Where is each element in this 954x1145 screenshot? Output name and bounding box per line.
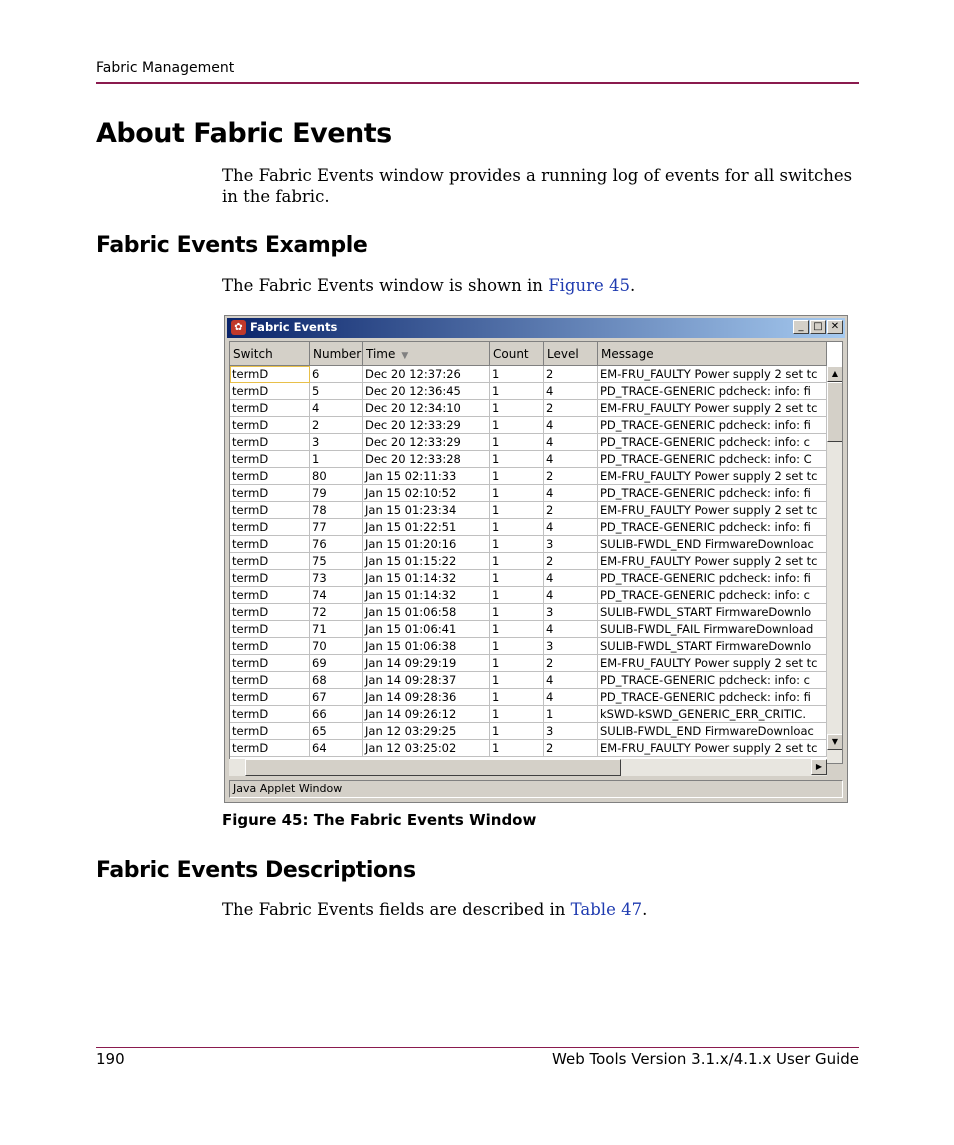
cell-number: 1 [310,451,363,468]
cell-count: 1 [490,638,544,655]
cell-switch: termD [230,366,310,383]
cell-level: 1 [544,706,598,723]
cell-time: Jan 15 01:15:22 [363,553,490,570]
cell-count: 1 [490,587,544,604]
cell-count: 1 [490,434,544,451]
cell-message: PD_TRACE-GENERIC pdcheck: info: fi [598,417,827,434]
cell-number: 66 [310,706,363,723]
descriptions-paragraph [222,899,647,920]
header-rule [96,82,859,84]
cell-number: 69 [310,655,363,672]
table-row[interactable] [230,400,827,417]
running-header: Fabric Management [96,60,235,76]
cell-switch: termD [230,621,310,638]
descriptions-text: The Fabric Events fields are described in [222,900,571,919]
cell-number: 79 [310,485,363,502]
scroll-down-icon[interactable]: ▼ [827,734,843,750]
java-app-icon: ✿ [231,320,246,335]
figure-caption: Figure 45: The Fabric Events Window [222,811,537,829]
cell-message: PD_TRACE-GENERIC pdcheck: info: fi [598,383,827,400]
cell-number: 65 [310,723,363,740]
example-text: The Fabric Events window is shown in [222,276,549,295]
figure-45-link[interactable]: Figure 45 [548,276,630,295]
cell-switch: termD [230,740,310,757]
cell-time: Jan 15 01:14:32 [363,587,490,604]
column-header-level[interactable] [544,342,598,366]
table-row[interactable] [230,689,827,706]
cell-level: 3 [544,723,598,740]
descriptions-text-end: . [642,900,648,919]
events-table [229,341,843,764]
table-row[interactable] [230,468,827,485]
cell-message: EM-FRU_FAULTY Power supply 2 set tc [598,400,827,417]
cell-level: 4 [544,621,598,638]
table-row[interactable] [230,502,827,519]
cell-message: EM-FRU_FAULTY Power supply 2 set tc [598,553,827,570]
cell-number: 70 [310,638,363,655]
window-title: Fabric Events [250,320,338,334]
table-row[interactable] [230,621,827,638]
cell-message: EM-FRU_FAULTY Power supply 2 set tc [598,655,827,672]
cell-message: EM-FRU_FAULTY Power supply 2 set tc [598,502,827,519]
table-47-link[interactable]: Table 47 [570,900,643,919]
cell-level: 2 [544,468,598,485]
cell-count: 1 [490,366,544,383]
about-paragraph: The Fabric Events window provides a running log of events for all switches in the fabric. [222,166,853,206]
scroll-up-icon[interactable]: ▲ [827,366,843,382]
table-row[interactable] [230,740,827,757]
cell-switch: termD [230,570,310,587]
table-row[interactable] [230,417,827,434]
cell-time: Jan 15 01:22:51 [363,519,490,536]
cell-level: 2 [544,655,598,672]
cell-switch: termD [230,451,310,468]
column-header-time[interactable] [363,342,490,366]
cell-count: 1 [490,502,544,519]
cell-message: EM-FRU_FAULTY Power supply 2 set tc [598,366,827,383]
footer-rule [96,1047,859,1048]
cell-time: Jan 15 01:06:41 [363,621,490,638]
cell-time: Jan 15 02:10:52 [363,485,490,502]
cell-message: PD_TRACE-GENERIC pdcheck: info: fi [598,519,827,536]
section-title-descriptions: Fabric Events Descriptions [96,858,416,883]
example-text-end: . [630,276,636,295]
cell-message: PD_TRACE-GENERIC pdcheck: info: fi [598,485,827,502]
cell-level: 2 [544,502,598,519]
table-row[interactable] [230,587,827,604]
cell-time: Dec 20 12:37:26 [363,366,490,383]
cell-switch: termD [230,400,310,417]
cell-number: 4 [310,400,363,417]
horizontal-scrollbar[interactable] [229,759,827,776]
cell-switch: termD [230,689,310,706]
section-title-example: Fabric Events Example [96,233,368,258]
cell-number: 6 [310,366,363,383]
table-row[interactable] [230,638,827,655]
table-row[interactable] [230,366,827,383]
cell-message: SULIB-FWDL_END FirmwareDownloac [598,723,827,740]
table-row[interactable] [230,553,827,570]
table-row[interactable] [230,383,827,400]
cell-switch: termD [230,604,310,621]
table-row[interactable] [230,672,827,689]
cell-switch: termD [230,519,310,536]
cell-count: 1 [490,519,544,536]
sort-descending-icon: ▼ [401,351,409,361]
cell-level: 4 [544,689,598,706]
cell-number: 74 [310,587,363,604]
cell-number: 2 [310,417,363,434]
cell-message: kSWD-kSWD_GENERIC_ERR_CRITIC. [598,706,827,723]
cell-time: Jan 15 01:14:32 [363,570,490,587]
cell-number: 67 [310,689,363,706]
horizontal-scroll-thumb[interactable] [245,759,621,776]
table-row[interactable] [230,451,827,468]
cell-time: Dec 20 12:33:29 [363,434,490,451]
table-row[interactable] [230,519,827,536]
maximize-icon[interactable]: □ [810,320,826,334]
cell-number: 71 [310,621,363,638]
cell-level: 2 [544,366,598,383]
cell-message: PD_TRACE-GENERIC pdcheck: info: c [598,587,827,604]
window-titlebar[interactable] [227,318,845,338]
cell-number: 72 [310,604,363,621]
cell-switch: termD [230,536,310,553]
cell-switch: termD [230,638,310,655]
cell-count: 1 [490,485,544,502]
cell-level: 4 [544,417,598,434]
cell-switch: termD [230,723,310,740]
cell-time: Jan 14 09:26:12 [363,706,490,723]
cell-number: 5 [310,383,363,400]
cell-time: Jan 12 03:25:02 [363,740,490,757]
cell-level: 4 [544,383,598,400]
cell-level: 4 [544,587,598,604]
cell-number: 64 [310,740,363,757]
cell-number: 76 [310,536,363,553]
cell-level: 4 [544,434,598,451]
column-header-label: Message [601,347,654,361]
cell-message: PD_TRACE-GENERIC pdcheck: info: C [598,451,827,468]
minimize-icon[interactable]: _ [793,320,809,334]
cell-time: Jan 14 09:28:37 [363,672,490,689]
cell-count: 1 [490,451,544,468]
cell-message: PD_TRACE-GENERIC pdcheck: info: c [598,672,827,689]
column-header-label: Number [313,347,362,361]
cell-level: 3 [544,536,598,553]
page-number: 190 [96,1050,125,1068]
cell-count: 1 [490,570,544,587]
cell-level: 3 [544,638,598,655]
section-title-about: About Fabric Events [96,118,392,149]
cell-switch: termD [230,383,310,400]
vertical-scroll-thumb[interactable] [827,382,843,442]
cell-number: 73 [310,570,363,587]
cell-time: Dec 20 12:34:10 [363,400,490,417]
cell-message: PD_TRACE-GENERIC pdcheck: info: c [598,434,827,451]
cell-time: Dec 20 12:33:28 [363,451,490,468]
scroll-right-icon[interactable]: ▶ [811,759,827,775]
cell-level: 4 [544,519,598,536]
table-row[interactable] [230,706,827,723]
table-row[interactable] [230,434,827,451]
cell-level: 2 [544,740,598,757]
cell-switch: termD [230,468,310,485]
cell-level: 3 [544,604,598,621]
column-header-switch[interactable] [230,342,310,366]
column-header-message[interactable] [598,342,827,366]
cell-level: 4 [544,672,598,689]
cell-time: Jan 12 03:29:25 [363,723,490,740]
example-paragraph [222,275,635,296]
table-row[interactable] [230,604,827,621]
cell-count: 1 [490,400,544,417]
fabric-events-window [224,315,848,803]
cell-number: 80 [310,468,363,485]
cell-message: SULIB-FWDL_END FirmwareDownloac [598,536,827,553]
cell-switch: termD [230,485,310,502]
table-row[interactable] [230,723,827,740]
cell-switch: termD [230,672,310,689]
close-icon[interactable]: ✕ [827,320,843,334]
cell-message: SULIB-FWDL_START FirmwareDownlo [598,604,827,621]
column-header-number[interactable] [310,342,363,366]
cell-count: 1 [490,417,544,434]
footer-doc-title: Web Tools Version 3.1.x/4.1.x User Guide [552,1050,859,1068]
cell-time: Jan 14 09:28:36 [363,689,490,706]
cell-message: PD_TRACE-GENERIC pdcheck: info: fi [598,689,827,706]
cell-count: 1 [490,383,544,400]
cell-count: 1 [490,621,544,638]
cell-message: SULIB-FWDL_START FirmwareDownlo [598,638,827,655]
cell-number: 3 [310,434,363,451]
vertical-scrollbar[interactable] [827,366,843,764]
cell-count: 1 [490,740,544,757]
table-row[interactable] [230,655,827,672]
cell-message: EM-FRU_FAULTY Power supply 2 set tc [598,740,827,757]
cell-message: PD_TRACE-GENERIC pdcheck: info: fi [598,570,827,587]
cell-count: 1 [490,536,544,553]
cell-count: 1 [490,706,544,723]
cell-time: Dec 20 12:33:29 [363,417,490,434]
table-row[interactable] [230,536,827,553]
cell-level: 4 [544,570,598,587]
cell-level: 2 [544,553,598,570]
column-header-label: Switch [233,347,273,361]
status-bar: Java Applet Window [229,780,843,798]
cell-switch: termD [230,587,310,604]
table-row[interactable] [230,485,827,502]
column-header-label: Count [493,347,529,361]
table-row[interactable] [230,570,827,587]
cell-time: Jan 15 01:23:34 [363,502,490,519]
cell-switch: termD [230,553,310,570]
cell-level: 2 [544,400,598,417]
column-header-count[interactable] [490,342,544,366]
cell-time: Jan 14 09:29:19 [363,655,490,672]
cell-message: EM-FRU_FAULTY Power supply 2 set tc [598,468,827,485]
cell-switch: termD [230,417,310,434]
cell-switch: termD [230,434,310,451]
cell-time: Jan 15 02:11:33 [363,468,490,485]
cell-count: 1 [490,672,544,689]
cell-count: 1 [490,655,544,672]
cell-number: 78 [310,502,363,519]
cell-switch: termD [230,655,310,672]
cell-number: 77 [310,519,363,536]
cell-count: 1 [490,723,544,740]
cell-count: 1 [490,604,544,621]
cell-level: 4 [544,485,598,502]
cell-level: 4 [544,451,598,468]
cell-time: Dec 20 12:36:45 [363,383,490,400]
column-header-label: Level [547,347,579,361]
cell-time: Jan 15 01:06:38 [363,638,490,655]
cell-time: Jan 15 01:20:16 [363,536,490,553]
cell-count: 1 [490,689,544,706]
cell-switch: termD [230,706,310,723]
cell-time: Jan 15 01:06:58 [363,604,490,621]
cell-number: 68 [310,672,363,689]
cell-switch: termD [230,502,310,519]
column-header-label: Time [366,347,396,361]
cell-message: SULIB-FWDL_FAIL FirmwareDownload [598,621,827,638]
cell-count: 1 [490,553,544,570]
cell-count: 1 [490,468,544,485]
cell-number: 75 [310,553,363,570]
